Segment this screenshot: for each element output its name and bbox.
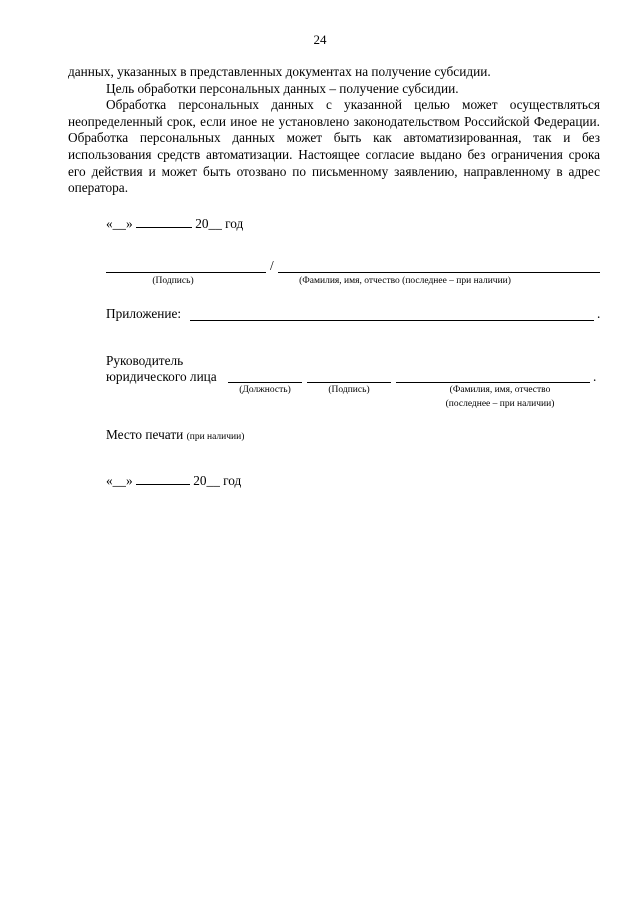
stamp-line [106,427,244,443]
attachment-end: . [597,306,601,321]
paragraph-continuation: данных, указанных в представленных документах на получение субсидии. [68,64,491,79]
paragraph-purpose: Цель обработки персональных данных – получение субсидии. [106,80,459,96]
full-name-caption: (Фамилия, имя, отчество (последнее – при наличии) [299,276,511,286]
paragraph-processing-terms: Обработка персональных данных с указанной целью может осуществляться неопределенный срок, если иное не установлено законодательством Российской Федерации. Обработка персональных данных может быть как автоматизированная, так и без использования средств автоматизации. Настоящее согласие выдано без ограничения срока его действия и может быть отозвано по письменному заявлению, направленному в адрес оператора. [68,97,600,196]
head-label-line2: юридического лица [106,369,217,384]
page-number: 24 [313,32,327,47]
head-end: . [593,369,597,384]
head-name-caption-line1: (Фамилия, имя, отчество [449,385,551,395]
date-line-1 [106,214,243,232]
head-name-caption-line2: (последнее – при наличии) [445,399,555,409]
date-line-2 [106,471,241,489]
date-day-2: «__» [106,473,133,488]
signature-blank[interactable] [106,272,266,273]
head-name-blank[interactable] [396,382,590,383]
stamp-label: Место печати [106,427,184,442]
date-year: 20__ [195,216,222,231]
consent-text [68,64,600,197]
signature-caption: (Подпись) [152,276,194,286]
stamp-note: (при наличии) [186,432,245,442]
head-signature-caption: (Подпись) [328,385,370,395]
date-month-blank-2[interactable] [136,471,190,485]
attachment-label: Приложение: [106,306,182,321]
date-suffix: год [225,216,244,231]
head-label-line1: Руководитель [106,353,184,368]
head-position-blank[interactable] [228,382,302,383]
date-year-2: 20__ [193,473,220,488]
attachment-blank[interactable] [190,320,594,321]
head-position-caption: (Должность) [239,385,291,395]
date-month-blank[interactable] [136,214,192,228]
date-day: «__» [106,216,133,231]
date-suffix-2: год [223,473,242,488]
signature-separator: / [270,258,274,273]
head-signature-blank[interactable] [307,382,391,383]
full-name-blank[interactable] [278,272,600,273]
